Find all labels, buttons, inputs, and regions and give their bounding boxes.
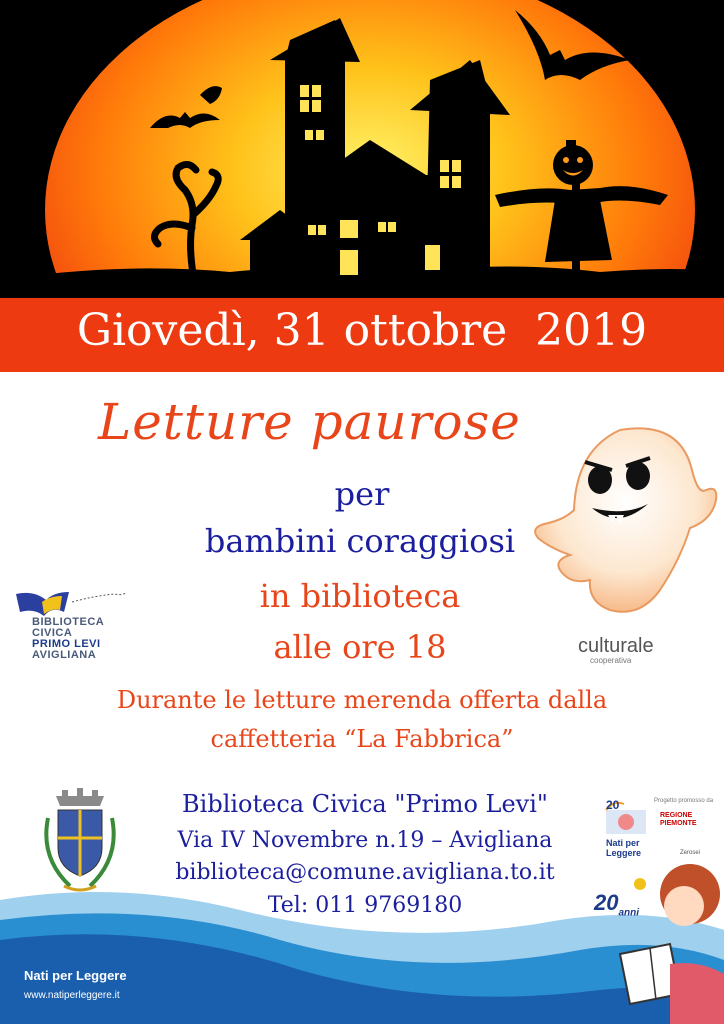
zerosei-logo: Zerosei bbox=[680, 850, 701, 856]
library-logo-line-1: BIBLIOTECA bbox=[32, 616, 105, 628]
subtitle-line-4: alle ore 18 bbox=[273, 628, 447, 666]
culturale-logo: culturale bbox=[578, 635, 654, 657]
library-email: biblioteca@comune.avigliana.to.it bbox=[175, 860, 555, 885]
merenda-line-2: caffetteria “La Fabbrica” bbox=[210, 725, 514, 753]
event-title: Letture paurose bbox=[98, 393, 521, 451]
npl-footer-url[interactable]: www.natiperleggere.it bbox=[24, 990, 120, 1001]
halloween-illustration bbox=[0, 0, 724, 300]
library-address: Via IV Novembre n.19 – Avigliana bbox=[177, 828, 553, 853]
subtitle-line-3: in biblioteca bbox=[259, 577, 461, 615]
library-logo-line-4: AVIGLIANA bbox=[32, 649, 97, 661]
subtitle-line-1: per bbox=[334, 475, 390, 513]
merenda-line-1: Durante le letture merenda offerta dalla bbox=[116, 686, 608, 714]
event-date: Giovedì, 31 ottobre 2019 bbox=[76, 305, 648, 356]
promo-label: Progetto promosso da bbox=[654, 798, 714, 804]
culturale-logo-subtitle: cooperativa bbox=[590, 656, 632, 665]
library-phone: Tel: 011 9769180 bbox=[267, 893, 463, 918]
npl-20-anni-logo: $20_{anni}$ bbox=[594, 890, 640, 919]
npl-badge-line-1: Nati per bbox=[606, 838, 640, 848]
npl-badge-years: 20 bbox=[606, 798, 620, 812]
ghost-icon bbox=[530, 420, 720, 620]
npl-footer-name: Nati per Leggere bbox=[24, 968, 127, 983]
library-logo-line-2: CIVICA bbox=[32, 627, 73, 639]
library-name: Biblioteca Civica "Primo Levi" bbox=[182, 790, 548, 818]
subtitle-line-2: bambini coraggiosi bbox=[204, 522, 516, 560]
npl-badge-line-2: Leggere bbox=[606, 848, 642, 858]
library-logo-line-3: PRIMO LEVI bbox=[32, 638, 101, 650]
regione-piemonte-logo: REGIONE PIEMONTE bbox=[660, 812, 697, 827]
child-reader-icon bbox=[610, 864, 724, 1024]
